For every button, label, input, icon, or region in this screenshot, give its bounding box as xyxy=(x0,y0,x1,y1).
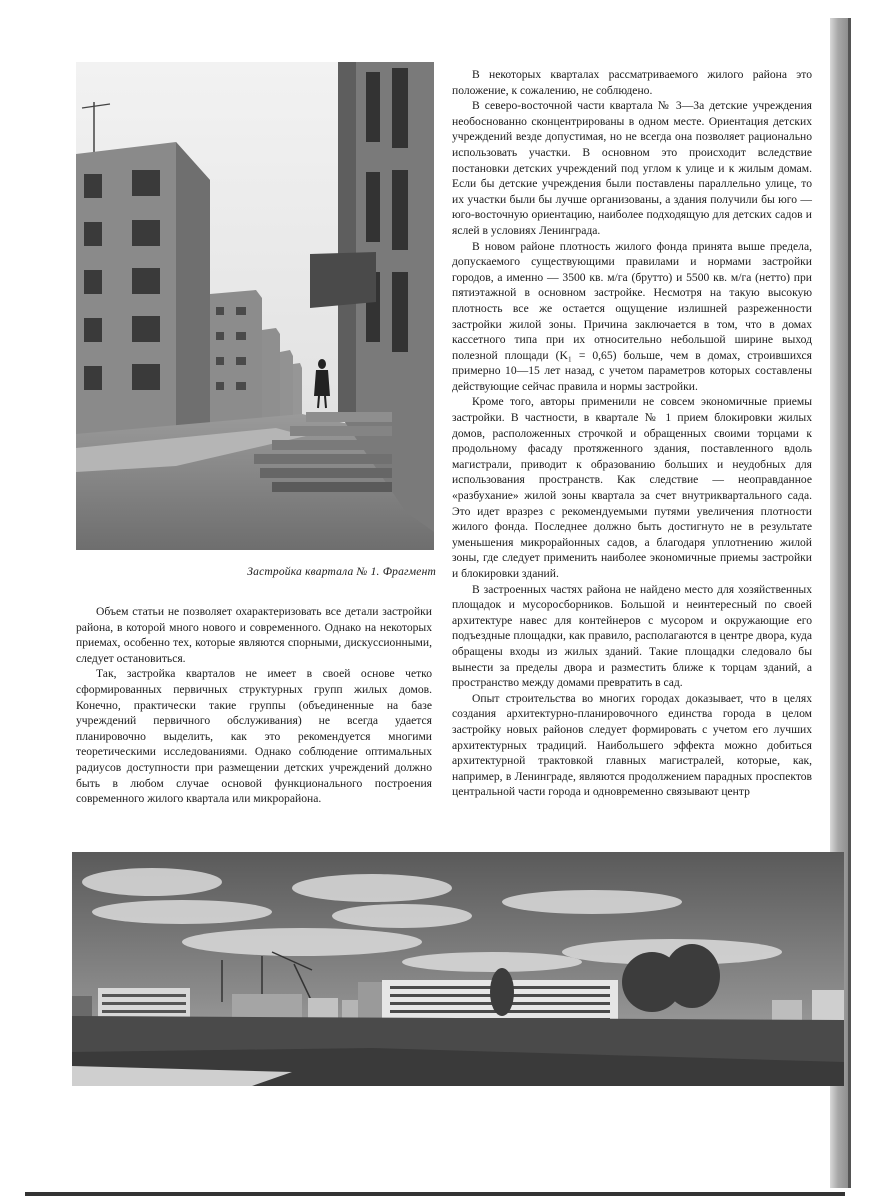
photo-caption: Застройка квартала № 1. Фрагмент xyxy=(247,566,436,578)
photo-district-panorama xyxy=(72,852,844,1086)
paragraph: Кроме того, авторы применили не совсем экономичные приемы застройки. В частности, в квартале № 1 прием блокировки жилых домов, расположенных строчкой и обращенных своими торцами к продольному фасаду протяженного здания, поставленного вдоль магистрали, приводит к образованию больших и неудобных для использования пространств. Как следствие — неоправданное «разбухание» жилой зоны квартала за счет внутриквартального сада. Это идет вразрез с рекомендуемыми путями увеличения плотности жилого фонда. Последнее должно быть достигнуто не в результате уменьшения микрорайонных садов, а благодаря уплотнению жилой зоны, где следует применить наиболее экономичные приемы застройки и блокировки зданий. xyxy=(452,395,812,580)
right-column xyxy=(452,67,812,800)
bottom-rule xyxy=(25,1192,845,1196)
paragraph: Объем статьи не позволяет охарактеризовать все детали застройки района, в которой много нового и современного. Однако на некоторых приемах, особенно тех, которые являются спорными, дискуссионными, следует остановиться. xyxy=(76,605,432,665)
paragraph: В новом районе плотность жилого фонда принята выше предела, допускаемого существующими правилами и нормами застройки городов, а именно — 3500 кв. м/га (брутто) и 5500 кв. м/га (нетто) при пятиэтажной в основном застройке. Несмотря на такую высокую плотность все же остается ощущение излишней разреженности застройки жилой зоны. Причина заключается в том, что в домах кассетного типа при их относительно небольшой ширине выход полезной площади (K₁ = 0,65) больше, чем в домах, строившихся примерно 10—15 лет назад, с учетом параметров которых составлены действующие сейчас правила и нормы застройки. xyxy=(452,239,812,393)
left-column xyxy=(76,604,432,807)
paragraph: Опыт строительства во многих городах доказывает, что в целях создания архитектурно-планировочного единства города в целом застройку новых районов следует формировать с учетом его лучших архитектурных традиций. Наибольшего эффекта можно добиться архитектурной трактовкой главных магистралей, которые, как, например, в Ленинграде, являются продолжением парадных проспектов центральной части города и одновременно связывают центр xyxy=(452,691,812,799)
paragraph: Так, застройка кварталов не имеет в своей основе четко сформированных первичных структурных групп жилых домов. Конечно, практически такие группы (объединенные на базе учреждений первичного обслуживания) не всегда удается планировочно выделить, как это рекомендуется многими теоретическими исследованиями. Однако соблюдение оптимальных радиусов доступности при размещении детских учреждений должно быть в любом случае основой функционального построения современного жилого квартала или микрорайона. xyxy=(76,667,432,806)
paragraph: В некоторых кварталах рассматриваемого жилого района это положение, к сожалению, не соблюдено. xyxy=(452,68,812,97)
paragraph: В застроенных частях района не найдено место для хозяйственных площадок и мусоросборников. Большой и неинтересный по своей архитектуре навес для контейнеров с мусором и окружающие его подъездные площадки, как правило, располагаются в центре двора, куда обращены входы из жилых зданий. Такие площадки следовало бы вынести за пределы двора и разместить ближе к торцам зданий, а пространство между домами превратить в сад. xyxy=(452,582,812,690)
paragraph: В северо-восточной части квартала № 3—3а детские учреждения необоснованно сконцентрированы в одном месте. Ориентация детских учреждений везде допустимая, но не всегда она позволяет рационально использовать участки. В основном это происходит вследствие постановки детских учреждений под углом к улице и к жилым домам. Если бы детские учреждения были поставлены параллельно улице, то их участки были бы лучше организованы, а здания получили бы юго — юго-восточную ориентацию, наиболее подходящую для детских садов и яслей в условиях Ленинграда. xyxy=(452,99,812,237)
photo-street-quarter-1 xyxy=(76,62,434,550)
